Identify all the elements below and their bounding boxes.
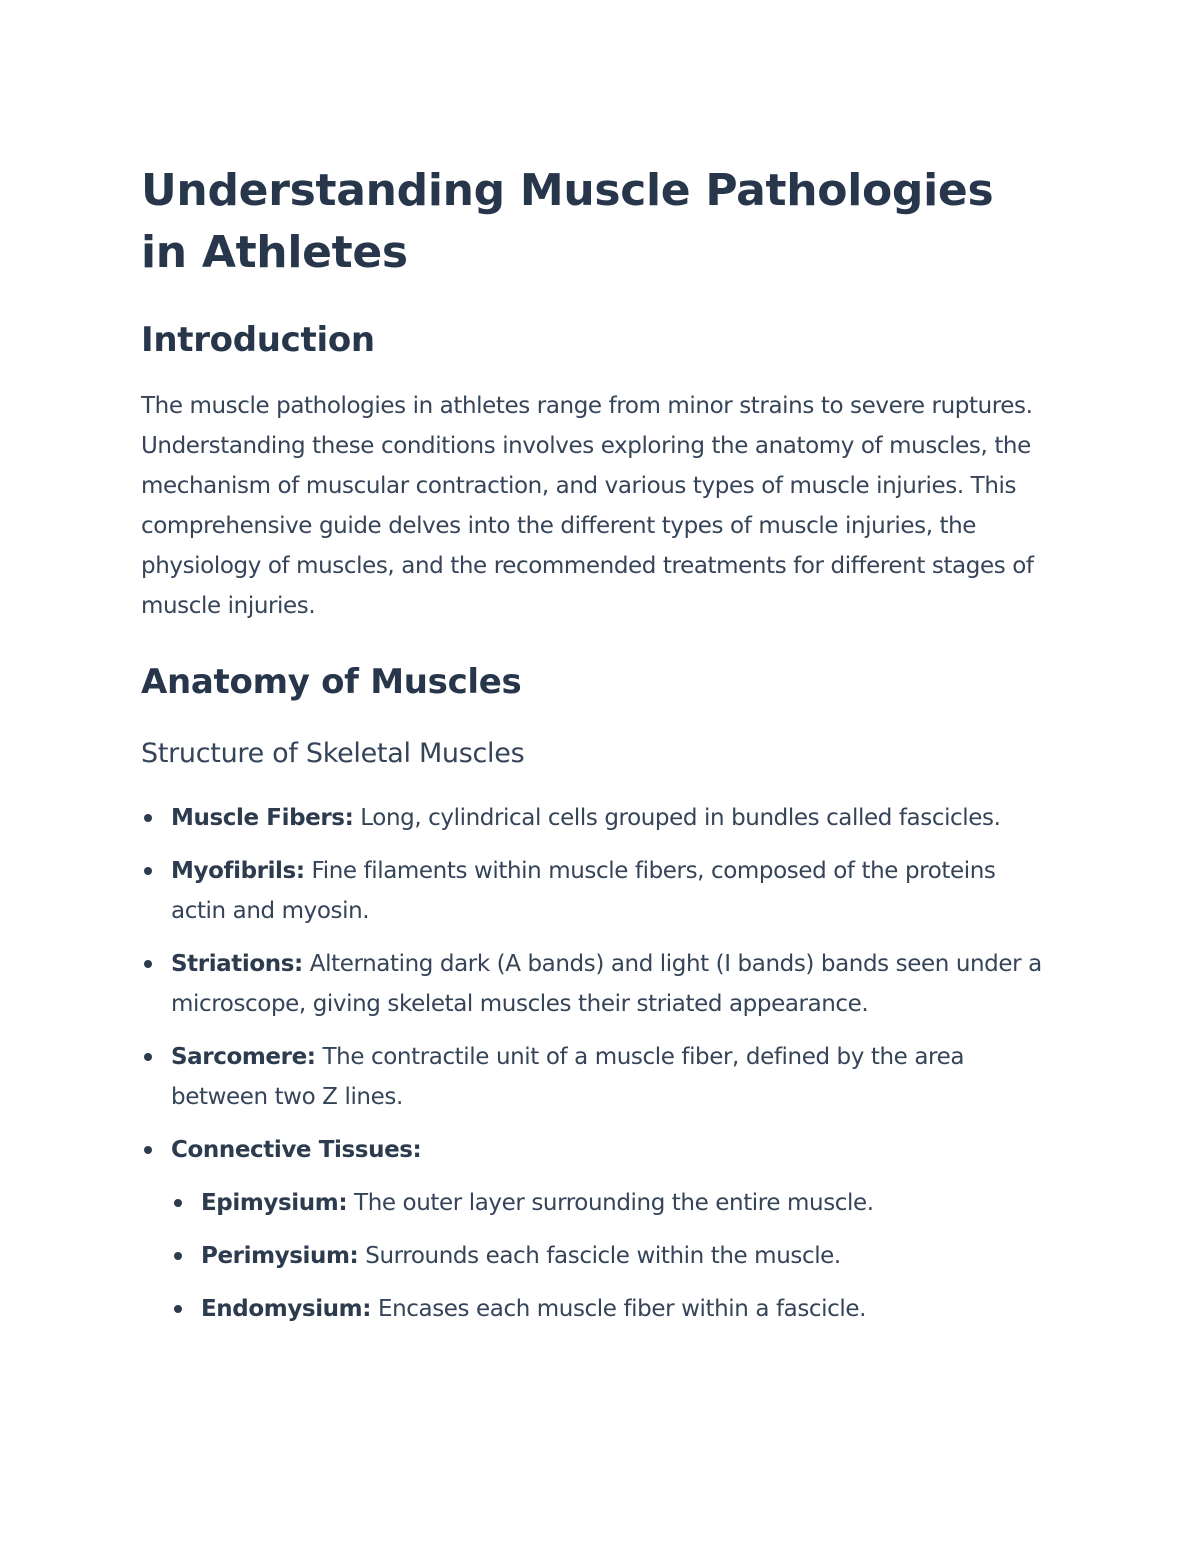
list-item-term: Myofibrils:: [171, 858, 305, 884]
list-item-sarcomere: [141, 1037, 1051, 1117]
list-item-striations: [141, 944, 1051, 1024]
list-item-term: Striations:: [171, 951, 303, 977]
document-page: [141, 160, 1051, 1342]
list-item-term: Endomysium:: [201, 1296, 372, 1322]
list-item-term: Perimysium:: [201, 1243, 359, 1269]
bullet-icon: [144, 1053, 152, 1061]
introduction-heading: Introduction: [141, 320, 375, 360]
list-item-myofibrils: [141, 851, 1051, 931]
list-item-text: Surrounds each fascicle within the muscle.: [358, 1243, 841, 1269]
list-item-text: The contractile unit of a muscle fiber, defined by the area between two Z lines.: [171, 1044, 965, 1110]
list-item-term: Epimysium:: [201, 1190, 348, 1216]
connective-tissues-list: [171, 1183, 1051, 1329]
list-item-term: Muscle Fibers:: [171, 805, 354, 831]
list-item-text: The outer layer surrounding the entire muscle.: [347, 1190, 874, 1216]
list-item-text: Fine filaments within muscle fibers, composed of the proteins actin and myosin.: [171, 858, 996, 924]
list-item-text: Long, cylindrical cells grouped in bundles called fascicles.: [353, 805, 1001, 831]
list-item-connective-tissues: [141, 1130, 1051, 1329]
list-item-endomysium: [171, 1289, 1051, 1329]
list-item-muscle-fibers: [141, 798, 1051, 838]
list-item-text: Alternating dark (A bands) and light (I bands) bands seen under a microscope, giving skeletal muscles their striated appearance.: [171, 951, 1042, 1017]
bullet-icon: [144, 814, 152, 822]
bullet-icon: [144, 1146, 152, 1154]
bullet-icon: [174, 1305, 182, 1313]
list-item-term: Sarcomere:: [171, 1044, 316, 1070]
bullet-icon: [144, 867, 152, 875]
introduction-paragraph: The muscle pathologies in athletes range from minor strains to severe ruptures. Understanding these conditions involves exploring the anatomy of muscles, the mechanism of muscular contraction, and various types of muscle injuries. This comprehensive guide delves into the different types of muscle injuries, the physiology of muscles, and the recommended treatments for different stages of muscle injuries.: [141, 393, 1034, 619]
bullet-icon: [144, 960, 152, 968]
list-item-epimysium: [171, 1183, 1051, 1223]
anatomy-heading: Anatomy of Muscles: [141, 662, 522, 702]
list-item-term: Connective Tissues:: [171, 1137, 422, 1163]
list-item-perimysium: [171, 1236, 1051, 1276]
document-title: Understanding Muscle Pathologies in Athletes: [141, 165, 994, 278]
bullet-icon: [174, 1252, 182, 1260]
list-item-text: Encases each muscle fiber within a fascicle.: [371, 1296, 867, 1322]
skeletal-structure-subheading: Structure of Skeletal Muscles: [141, 738, 525, 769]
skeletal-structure-list: [141, 798, 1051, 1329]
bullet-icon: [174, 1199, 182, 1207]
